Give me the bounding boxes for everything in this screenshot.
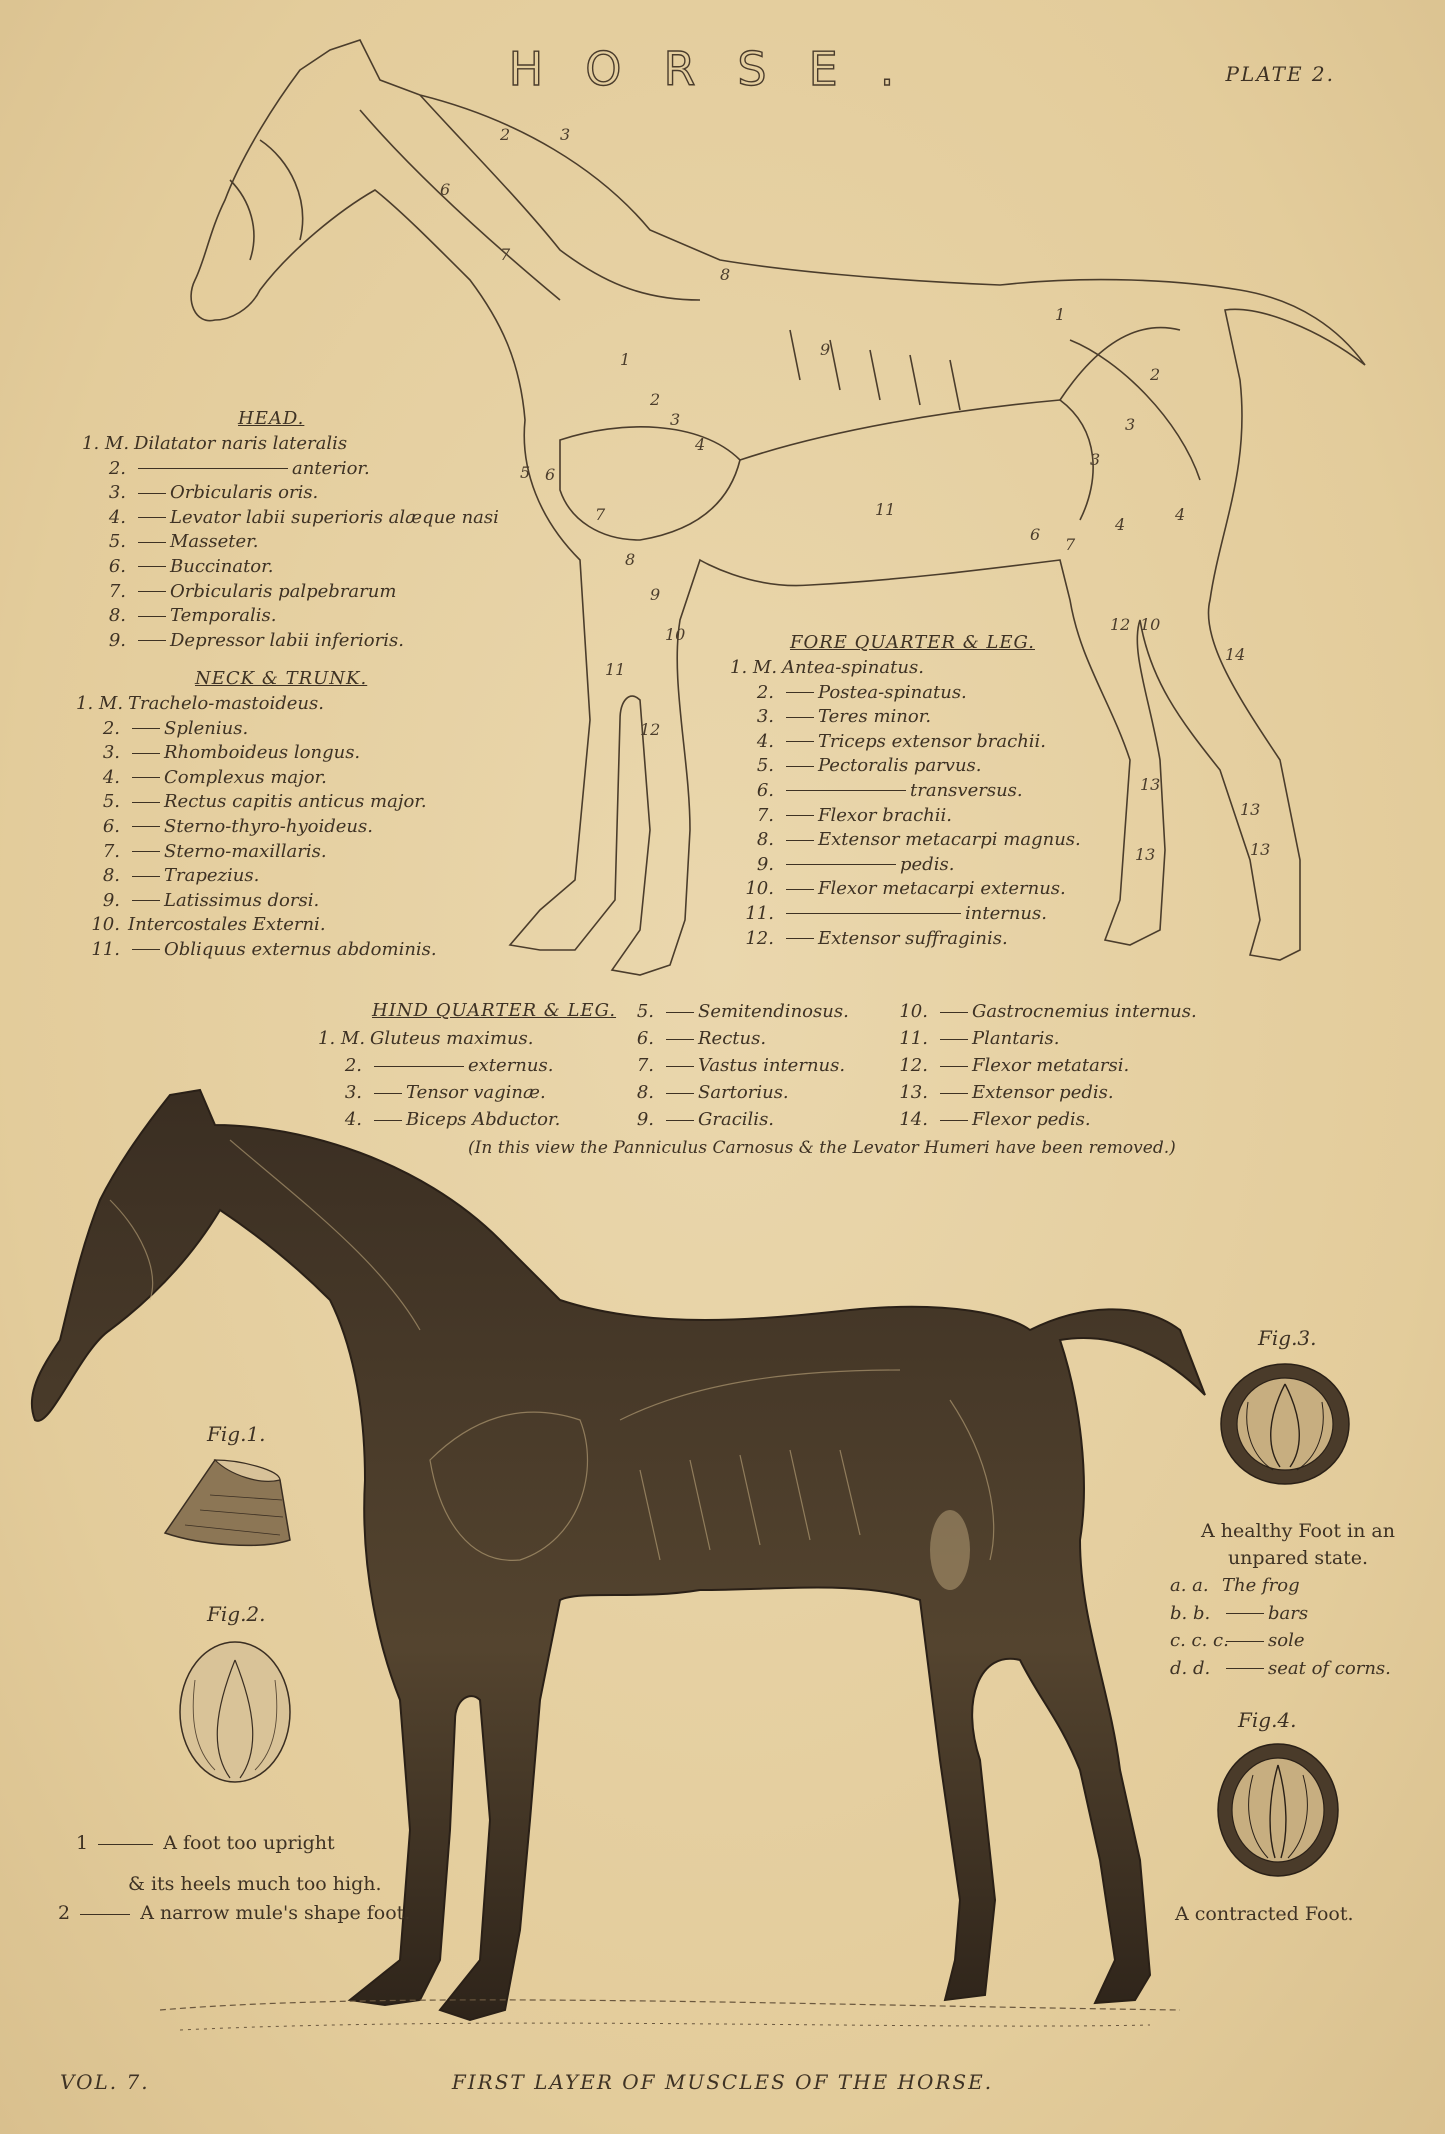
plate-number: PLATE 2. bbox=[1225, 62, 1335, 86]
legend-number: 5. bbox=[102, 791, 120, 813]
svg-text:10: 10 bbox=[665, 625, 686, 644]
svg-text:3: 3 bbox=[1125, 415, 1136, 434]
svg-text:9: 9 bbox=[820, 340, 831, 359]
svg-text:14: 14 bbox=[1225, 645, 1246, 664]
legend-number: 12. bbox=[745, 927, 774, 949]
svg-text:1: 1 bbox=[1055, 305, 1066, 324]
part-key: d. d. bbox=[1170, 1657, 1211, 1679]
hind-heading: HIND QUARTER & LEG. bbox=[372, 1000, 617, 1021]
part-item bbox=[1170, 1627, 1391, 1655]
legend-number: 9. bbox=[756, 853, 774, 875]
legend-text: Sterno-maxillaris. bbox=[164, 840, 327, 862]
legend-text: Flexor metacarpi externus. bbox=[818, 878, 1066, 900]
legend-number: 8. bbox=[756, 829, 774, 851]
svg-text:3: 3 bbox=[1090, 450, 1101, 469]
legend-text: Rhomboideus longus. bbox=[164, 742, 361, 764]
legend-number: 10. bbox=[91, 914, 120, 936]
legend-number: 8. bbox=[636, 1082, 654, 1103]
svg-text:2: 2 bbox=[1150, 365, 1161, 384]
legend-text: Extensor pedis. bbox=[972, 1082, 1114, 1103]
legend-number: 11. bbox=[899, 1028, 928, 1049]
svg-text:11: 11 bbox=[875, 500, 896, 519]
fig1-hoof-upright-illustration bbox=[160, 1455, 300, 1555]
svg-text:8: 8 bbox=[720, 265, 731, 284]
fig3-parts bbox=[1170, 1572, 1391, 1682]
legend-text: Gracilis. bbox=[698, 1109, 775, 1130]
caption-line: A healthy Foot in an bbox=[1201, 1520, 1395, 1542]
legend-text: pedis. bbox=[900, 853, 955, 875]
fig4-contracted-foot-illustration bbox=[1213, 1740, 1343, 1880]
legend-number: 9. bbox=[108, 629, 126, 651]
legend-text: Flexor brachii. bbox=[818, 804, 952, 826]
legend-text: Biceps Abductor. bbox=[406, 1109, 561, 1130]
legend-text: Trachelo-mastoideus. bbox=[128, 693, 324, 714]
svg-text:3: 3 bbox=[560, 125, 571, 144]
fig3-caption bbox=[1178, 1518, 1418, 1572]
head-heading: HEAD. bbox=[238, 408, 305, 429]
svg-text:3: 3 bbox=[670, 410, 681, 429]
legend-text: Buccinator. bbox=[170, 555, 274, 577]
legend-number: 10. bbox=[899, 1001, 928, 1022]
legend-number: 1. M. bbox=[318, 1028, 366, 1049]
legend-text: Rectus capitis anticus major. bbox=[164, 791, 427, 813]
caption-text: A narrow mule's shape foot. bbox=[140, 1902, 411, 1924]
legend-text: Tensor vaginæ. bbox=[406, 1082, 546, 1103]
legend-text: Dilatator naris lateralis bbox=[134, 433, 348, 454]
svg-text:6: 6 bbox=[440, 180, 451, 199]
legend-number: 3. bbox=[102, 742, 120, 764]
legend-number: 4. bbox=[756, 730, 774, 752]
fig3-label: Fig.3. bbox=[1258, 1326, 1317, 1350]
legend-text: Obliquus externus abdominis. bbox=[164, 938, 437, 960]
legend-text: externus. bbox=[468, 1055, 554, 1076]
legend-text: Depressor labii inferioris. bbox=[170, 629, 404, 651]
caption-number: 2 bbox=[58, 1902, 71, 1924]
legend-text: Levator labii superioris alæque nasi bbox=[170, 506, 499, 528]
legend-number: 3. bbox=[756, 706, 774, 728]
legend-number: 9. bbox=[102, 889, 120, 911]
legend-number: 7. bbox=[102, 840, 120, 862]
legend-text: Masseter. bbox=[170, 531, 259, 553]
legend-number: 5. bbox=[756, 755, 774, 777]
svg-text:13: 13 bbox=[1140, 775, 1161, 794]
svg-text:12: 12 bbox=[640, 720, 661, 739]
legend-number: 1. M. bbox=[730, 657, 778, 678]
svg-text:4: 4 bbox=[695, 435, 706, 454]
legend-number: 3. bbox=[344, 1082, 362, 1103]
fig1-label: Fig.1. bbox=[207, 1422, 266, 1446]
legend-text: transversus. bbox=[910, 779, 1023, 801]
part-item bbox=[1170, 1600, 1391, 1628]
legend-text: Gluteus maximus. bbox=[370, 1028, 534, 1049]
svg-text:13: 13 bbox=[1240, 800, 1261, 819]
legend-number: 1. M. bbox=[82, 433, 130, 454]
legend-number: 6. bbox=[108, 555, 126, 577]
svg-text:13: 13 bbox=[1135, 845, 1156, 864]
legend-text: Extensor suffraginis. bbox=[818, 927, 1008, 949]
fig3-healthy-foot-illustration bbox=[1218, 1362, 1353, 1487]
svg-text:2: 2 bbox=[500, 125, 511, 144]
legend-text: internus. bbox=[965, 902, 1047, 924]
svg-text:12: 12 bbox=[1110, 615, 1131, 634]
fig2-hoof-narrow-illustration bbox=[175, 1640, 295, 1790]
svg-text:8: 8 bbox=[625, 550, 636, 569]
part-value: The frog bbox=[1222, 1575, 1300, 1596]
legend-number: 4. bbox=[102, 766, 120, 788]
legend-number: 4. bbox=[108, 506, 126, 528]
legend-number: 6. bbox=[756, 779, 774, 801]
legend-number: 4. bbox=[344, 1109, 362, 1130]
legend-text: Pectoralis parvus. bbox=[818, 755, 982, 777]
legend-number: 8. bbox=[108, 605, 126, 627]
legend-text: Triceps extensor brachii. bbox=[818, 730, 1047, 752]
svg-text:9: 9 bbox=[650, 585, 661, 604]
legend-text: Orbicularis palpebrarum bbox=[170, 580, 397, 602]
legend-number: 8. bbox=[102, 865, 120, 887]
legend-text: Orbicularis oris. bbox=[170, 482, 319, 504]
svg-text:6: 6 bbox=[1030, 525, 1041, 544]
legend-text: Plantaris. bbox=[972, 1028, 1060, 1049]
part-value: sole bbox=[1268, 1630, 1305, 1651]
fig2-label: Fig.2. bbox=[207, 1602, 266, 1626]
fig1-caption bbox=[76, 1832, 335, 1854]
legend-text: Teres minor. bbox=[818, 706, 932, 728]
svg-text:1: 1 bbox=[620, 350, 631, 369]
legend-number: 3. bbox=[108, 482, 126, 504]
fig2-caption bbox=[58, 1902, 410, 1924]
legend-text: Antea-spinatus. bbox=[782, 657, 924, 678]
part-key: c. c. c. bbox=[1170, 1630, 1229, 1651]
legend-number: 5. bbox=[108, 531, 126, 553]
legend-number: 14. bbox=[899, 1109, 928, 1130]
svg-text:7: 7 bbox=[500, 245, 511, 264]
legend-number: 7. bbox=[756, 804, 774, 826]
legend-number: 2. bbox=[102, 717, 120, 739]
legend-text: Flexor metatarsi. bbox=[972, 1055, 1130, 1076]
legend-text: Sartorius. bbox=[698, 1082, 789, 1103]
legend-number: 7. bbox=[108, 580, 126, 602]
part-item bbox=[1170, 1655, 1391, 1683]
legend-number: 7. bbox=[636, 1055, 654, 1076]
legend-text: Vastus internus. bbox=[698, 1055, 846, 1076]
legend-text: Splenius. bbox=[164, 717, 249, 739]
legend-text: Trapezius. bbox=[164, 865, 260, 887]
part-value: seat of corns. bbox=[1268, 1657, 1391, 1679]
legend-text: Complexus major. bbox=[164, 766, 327, 788]
fig4-label: Fig.4. bbox=[1238, 1708, 1297, 1732]
fig4-caption: A contracted Foot. bbox=[1175, 1903, 1354, 1925]
legend-text: Flexor pedis. bbox=[972, 1109, 1091, 1130]
svg-text:2: 2 bbox=[650, 390, 661, 409]
volume-label: VOL. 7. bbox=[60, 2070, 150, 2094]
legend-number: 13. bbox=[899, 1082, 928, 1103]
legend-number: 10. bbox=[745, 878, 774, 900]
svg-text:13: 13 bbox=[1250, 840, 1271, 859]
legend-number: 6. bbox=[102, 815, 120, 837]
legend-number: 11. bbox=[91, 938, 120, 960]
svg-text:5: 5 bbox=[520, 463, 531, 482]
caption-number: 1 bbox=[76, 1832, 89, 1854]
part-value: bars bbox=[1268, 1602, 1309, 1624]
legend-text: Temporalis. bbox=[170, 605, 277, 627]
legend-number: 11. bbox=[745, 902, 774, 924]
legend-text: Postea-spinatus. bbox=[818, 681, 967, 703]
legend-number: 12. bbox=[899, 1055, 928, 1076]
legend-text: Semitendinosus. bbox=[698, 1001, 849, 1022]
legend-number: 9. bbox=[636, 1109, 654, 1130]
svg-text:4: 4 bbox=[1175, 505, 1186, 524]
legend-number: 2. bbox=[756, 681, 774, 703]
caption-text: A foot too upright bbox=[163, 1832, 335, 1854]
plate-caption: FIRST LAYER OF MUSCLES OF THE HORSE. bbox=[451, 2070, 994, 2094]
part-item bbox=[1170, 1572, 1391, 1600]
svg-text:4: 4 bbox=[1115, 515, 1126, 534]
svg-text:11: 11 bbox=[605, 660, 626, 679]
legend-text: Rectus. bbox=[698, 1028, 767, 1049]
legend-text: anterior. bbox=[292, 457, 370, 479]
neck-heading: NECK & TRUNK. bbox=[195, 668, 368, 689]
legend-text: Extensor metacarpi magnus. bbox=[818, 829, 1081, 851]
fore-heading: FORE QUARTER & LEG. bbox=[790, 632, 1035, 653]
svg-text:7: 7 bbox=[1065, 535, 1076, 554]
legend-text: Gastrocnemius internus. bbox=[972, 1001, 1197, 1022]
svg-text:6: 6 bbox=[545, 465, 556, 484]
legend-number: 6. bbox=[636, 1028, 654, 1049]
svg-text:7: 7 bbox=[595, 505, 606, 524]
legend-number: 1. M. bbox=[76, 693, 124, 714]
legend-number: 5. bbox=[636, 1001, 654, 1022]
legend-number: 2. bbox=[344, 1055, 362, 1076]
removed-note: (In this view the Panniculus Carnosus & the Levator Humeri have been removed.) bbox=[468, 1138, 1176, 1158]
part-key: b. b. bbox=[1170, 1602, 1211, 1624]
fig1-caption-cont: & its heels much too high. bbox=[128, 1873, 382, 1895]
svg-text:10: 10 bbox=[1140, 615, 1161, 634]
legend-text: Intercostales Externi. bbox=[128, 914, 326, 936]
plate-title: HORSE. bbox=[508, 42, 937, 96]
part-key: a. a. bbox=[1170, 1575, 1209, 1596]
caption-line: unpared state. bbox=[1227, 1547, 1369, 1569]
legend-text: Sterno-thyro-hyoideus. bbox=[164, 815, 373, 837]
legend-number: 2. bbox=[108, 457, 126, 479]
legend-text: Latissimus dorsi. bbox=[164, 889, 320, 911]
